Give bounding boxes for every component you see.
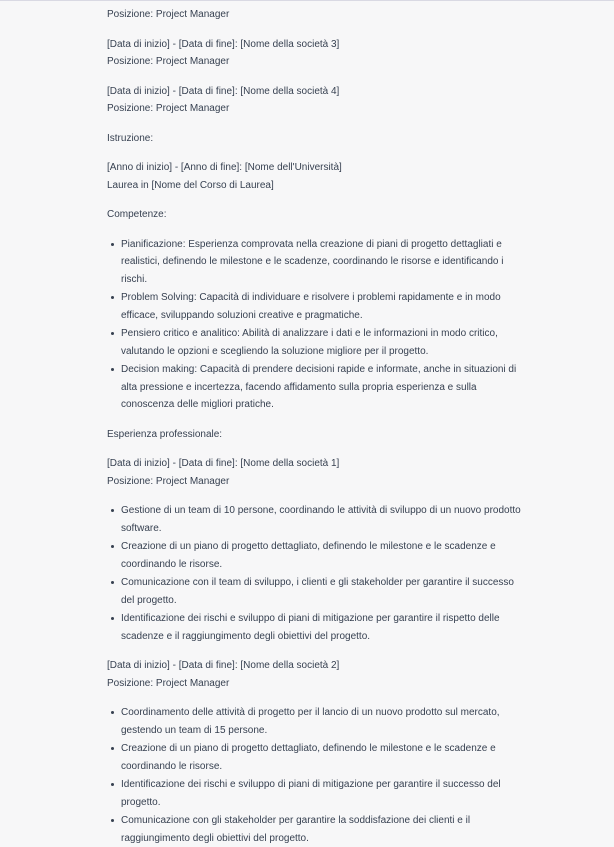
job-entry-company-1 — [107, 455, 524, 490]
list-item: Creazione di un piano di progetto dettagliato, definendo le milestone e le scadenze e coordinando le risorse. — [121, 740, 524, 775]
job-dates: [Data di inizio] - [Data di fine]: [Nome della società 3] — [107, 38, 340, 50]
list-item: Coordinamento delle attività di progetto per il lancio di un nuovo prodotto sul mercato, gestendo un team di 15 persone. — [121, 704, 524, 739]
experience-heading: Esperienza professionale: — [107, 428, 223, 440]
education-entry — [107, 159, 524, 194]
education-dates: [Anno di inizio] - [Anno di fine]: [Nome dell'Università] — [107, 162, 342, 173]
top-position: Posizione: Project Manager — [107, 9, 230, 20]
education-heading: Istruzione: — [107, 132, 154, 144]
job-dates: [Data di inizio] - [Data di fine]: [Nome della società 2] — [107, 660, 340, 671]
list-item: Identificazione dei rischi e sviluppo di piani di mitigazione per garantire il rispetto delle scadenze e il raggiungimento degli obiettivi del progetto. — [121, 610, 524, 645]
job-dates: [Data di inizio] - [Data di fine]: [Nome della società 1] — [107, 458, 340, 469]
job-position: Posizione: Project Manager — [107, 56, 230, 67]
job-dates: [Data di inizio] - [Data di fine]: [Nome della società 4] — [107, 85, 340, 97]
list-item: Pianificazione: Esperienza comprovata nella creazione di piani di progetto dettagliati e realistici, definendo le milestone e le scadenze, coordinando le risorse e identificando i rischi. — [121, 236, 524, 289]
job-position: Posizione: Project Manager — [107, 103, 230, 114]
list-item: Gestione di un team di 10 persone, coordinando le attività di sviluppo di un nuovo prodotto software. — [121, 502, 524, 537]
job-position: Posizione: Project Manager — [107, 475, 230, 487]
job-entry-company-4 — [107, 83, 524, 118]
job-entry-company-2 — [107, 657, 524, 692]
list-item: Identificazione dei rischi e sviluppo di piani di mitigazione per garantire il successo del progetto. — [121, 776, 524, 811]
list-item: Problem Solving: Capacità di individuare e risolvere i problemi rapidamente e in modo efficace, sviluppando soluzioni creative e pragmatiche. — [121, 289, 524, 324]
list-item: Pensiero critico e analitico: Abilità di analizzare i dati e le informazioni in modo critico, valutando le opzioni e scegliendo la soluzione migliore per il progetto. — [121, 325, 524, 360]
list-item: Decision making: Capacità di prendere decisioni rapide e informate, anche in situazioni di alta pressione e incertezza, facendo affidamento sulla propria esperienza e sulla conoscenza delle migliori pratiche. — [121, 361, 524, 414]
education-degree: Laurea in [Nome del Corso di Laurea] — [107, 179, 274, 191]
list-item: Comunicazione con gli stakeholder per garantire la soddisfazione dei clienti e il raggiungimento degli obiettivi del progetto. — [121, 812, 524, 847]
skills-heading: Competenze: — [107, 209, 167, 220]
job-position: Posizione: Project Manager — [107, 677, 230, 689]
list-item: Comunicazione con il team di sviluppo, i clienti e gli stakeholder per garantire il successo del progetto. — [121, 574, 524, 609]
job2-tasks-list — [107, 704, 524, 847]
skills-list — [107, 236, 524, 414]
job1-tasks-list — [107, 502, 524, 645]
job-entry-company-3 — [107, 36, 524, 71]
list-item: Creazione di un piano di progetto dettagliato, definendo le milestone e le scadenze e coordinando le risorse. — [121, 538, 524, 573]
